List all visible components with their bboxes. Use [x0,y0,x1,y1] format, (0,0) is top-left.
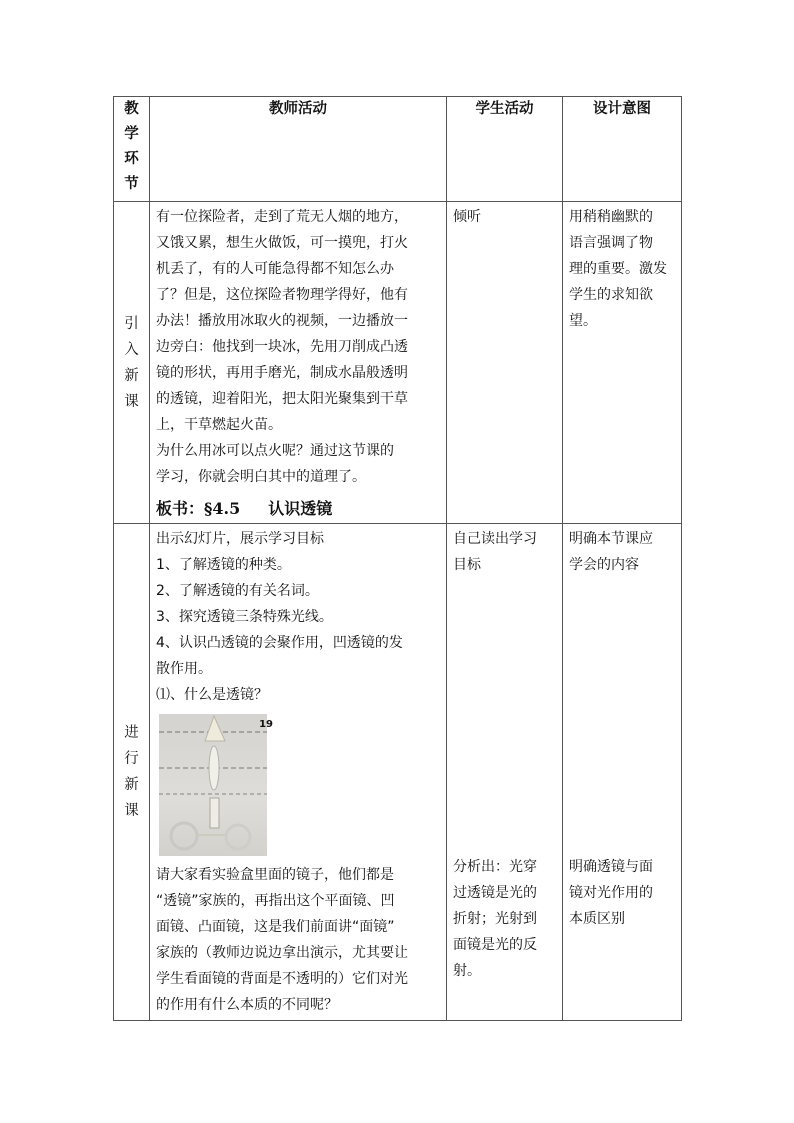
text-line: 折射；光射到 [453,911,537,927]
header-stage-char: 环 [124,151,139,167]
lens-photo [159,714,273,856]
new-lesson-stage-char: 课 [124,803,139,819]
text-line: 学生看面镜的背面是不透明的）它们对光 [156,971,408,987]
header-student-activity: 学生活动 [447,97,563,202]
photo-number: 19 [259,719,273,730]
intro-stage-char: 课 [124,393,139,410]
text-line: 面镜、凸面镜，这是我们前面讲“面镜” [156,919,395,935]
intro-intent-cell [563,202,682,524]
text-line: 办法！播放用冰取火的视频，一边播放一 [156,313,408,329]
text-line: 用稍稍幽默的 [569,209,653,225]
new-lesson-stage-char: 进 [124,725,139,741]
prism-shape [205,716,225,741]
header-row [114,97,682,202]
text-line: 机丢了，有的人可能急得都不知怎么办 [156,261,394,277]
convex-lens-shape [209,746,219,790]
text-line: 学会的内容 [569,557,639,573]
text-line: 边旁白：他找到一块冰，先用刀削成凸透 [156,339,408,355]
text-line: 语言强调了物 [569,235,653,251]
text-line: 散作用。 [156,661,212,677]
new-lesson-stage-char: 新 [124,777,139,793]
new-lesson-intent-cell [563,524,682,1021]
text-line: 了？但是，这位探险者物理学得好，他有 [156,287,408,303]
glass-block-shape [210,798,219,828]
header-stage-char: 节 [124,176,139,192]
blackboard-title: 认识透镜 [268,499,333,518]
header-stage [114,97,150,202]
text-line: 理的重要。激发 [569,261,667,277]
new-lesson-teacher-cell [150,524,447,1021]
intro-stage-char: 新 [124,367,139,384]
text-line: 过透镜是光的 [453,885,537,901]
text-line: 学习，你就会明白其中的道理了。 [156,469,366,485]
text-line: 的透镜，迎着阳光，把太阳光聚集到干草 [156,391,408,407]
header-stage-char: 教 [124,101,139,117]
text-line: 1、了解透镜的种类。 [156,557,291,573]
text-line: 家族的（教师边说边拿出演示，尤其要让 [156,945,408,961]
header-stage-char: 学 [124,126,139,142]
text-line: 又饿又累，想生火做饭，可一摸兜，打火 [156,235,408,251]
blackboard-label: 板书：§4.5 [156,499,241,518]
text-line: 本质区别 [569,911,625,927]
new-lesson-stage-cell [114,524,150,1021]
text-line: ⑴、什么是透镜？ [156,687,268,703]
text-line: 请大家看实验盒里面的镜子，他们都是 [156,867,394,883]
lens-photo-drawing [159,714,267,856]
text-line: 4、认识凸透镜的会聚作用，凹透镜的发 [156,635,403,651]
text-line: 3、探究透镜三条特殊光线。 [156,609,333,625]
text-line: 上，干草燃起火苗。 [156,417,282,433]
new-lesson-student-cell [447,524,563,1021]
text-line: 分析出：光穿 [453,859,537,875]
text-line: 射。 [453,963,481,979]
intro-student-cell [447,202,563,524]
text-line: 明确透镜与面 [569,859,653,875]
text-line: 目标 [453,557,481,573]
text-line: “透镜”家族的，再指出这个平面镜、凹 [156,893,395,909]
text-line: 面镜是光的反 [453,937,537,953]
text-line: 为什么用冰可以点火呢？通过这节课的 [156,443,394,459]
intro-row [114,202,682,524]
intro-stage-char: 引 [124,315,139,332]
lesson-plan-table [113,96,682,1021]
concave-mirror-ring [171,823,197,849]
intro-stage-char: 入 [124,341,139,358]
text-line: 有一位探险者，走到了荒无人烟的地方， [156,209,408,225]
blackboard-heading [156,496,441,522]
text-line: 学生的求知欲 [569,287,653,303]
convex-mirror-ring [226,825,250,849]
intro-teacher-cell [150,202,447,524]
new-lesson-stage-char: 行 [124,751,139,767]
text-line: 的作用有什么本质的不同呢？ [156,997,338,1013]
text-line: 镜的形状，再用手磨光，制成水晶般透明 [156,365,408,381]
text-line: 自己读出学习 [453,531,537,547]
text-line: 倾听 [453,209,481,225]
text-line: 2、了解透镜的有关名词。 [156,583,319,599]
header-teacher-activity: 教师活动 [150,97,447,202]
text-line: 明确本节课应 [569,531,653,547]
new-lesson-row [114,524,682,1021]
text-line: 望。 [569,313,597,329]
text-line: 出示幻灯片，展示学习目标 [156,531,324,547]
header-design-intent: 设计意图 [563,97,682,202]
text-line: 镜对光作用的 [569,885,653,901]
intro-stage-cell [114,202,150,524]
